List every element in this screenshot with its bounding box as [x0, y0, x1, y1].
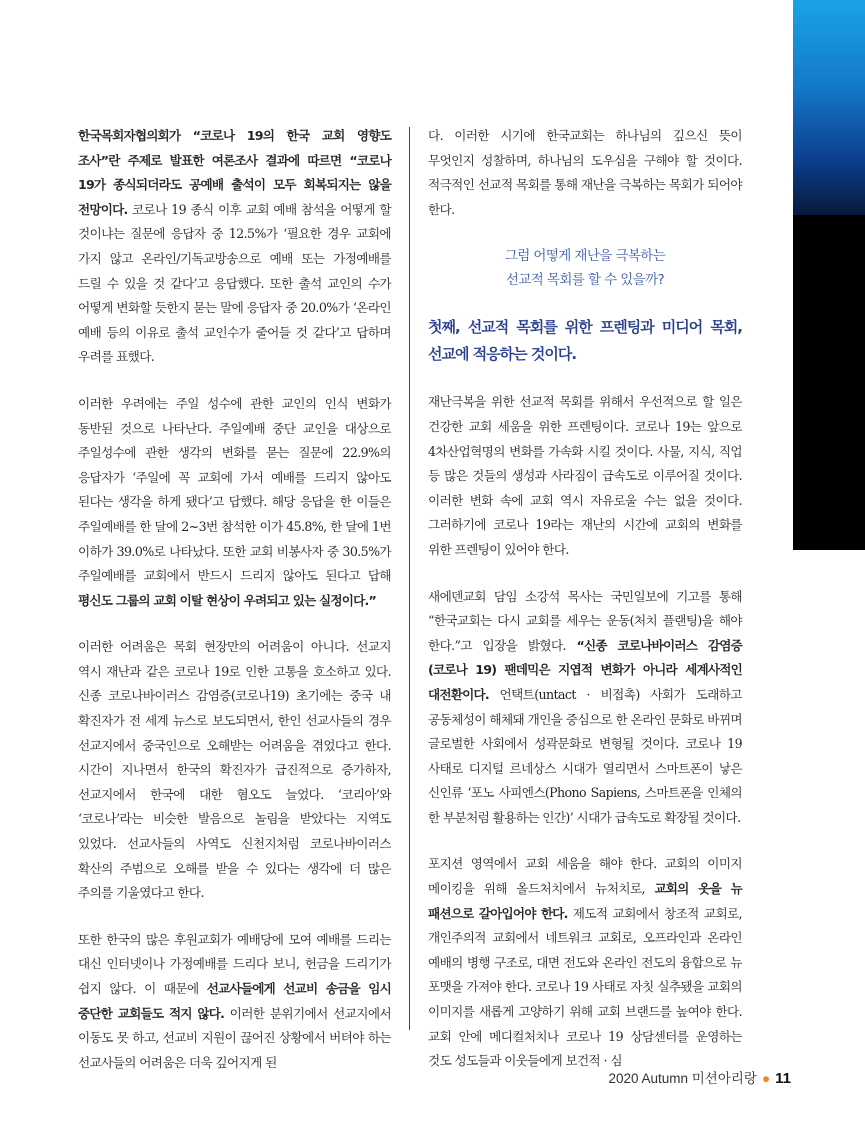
right-p1-text-1: 재난극복을 위한 선교적 목회를 위해서 우선적으로 할 일은 건강한 교회 세움을 위한 프렌팅이다. 코로나 19는 앞으로 4차산업혁명의 변화를 가속화 시킬 것이다. 사물, 지식, 직업 등 많은 것들의 생성과 사라짐이 급속도로 이루어질 것이다. 이러한 변화 속에 교회 역시 자유로울 수는 없을 것이다. 그러하기에 코로나 19라는 재난의 시간에 교회의 변화를 위한 프렌팅이 있어야 한다. — [428, 394, 742, 557]
left-p4-bold-1: 선교사들에게 선교비 송금을 임시 중단한 교회들도 적지 않다. — [78, 981, 391, 1021]
right-p2-text-2: 언택트(untact · 비접촉) 사회가 도래하고 공동체성이 해체돼 개인을 중심으로 한 온라인 문화로 바뀌며 글로벌한 사회에서 성곽문화로 변형될 것이다. 코로나 19 사태로 디지털 르네상스 시대가 열리면서 스마트폰이 낳은 신인류 ‘포노 사피엔스(Phono Sapiens, 스마트폰을 인체의 한 부분처럼 활용하는 인간)’ 시대가 급속도로 확장될 것이다. — [428, 686, 742, 825]
right-p2-text-1: 새에덴교회 담임 소강석 목사는 국민일보에 기고를 통해 “한국교회는 다시 교회를 세우는 운동(처치 플랜팅)을 해야 한다.”고 입장을 밝혔다. — [428, 588, 742, 653]
left-paragraph-2 — [78, 392, 391, 613]
right-p3-bold-1: 교회의 옷을 뉴 패션으로 갈아입어야 한다. — [428, 881, 742, 921]
footer-bullet-icon: ● — [761, 1071, 771, 1086]
right-p3-text-1: 포지션 영역에서 교회 세움을 해야 한다. 교회의 이미지 메이킹을 위해 올드처치에서 뉴처치로, — [428, 856, 742, 897]
left-p2-bold-1: 평신도 그룹의 교회 이탈 현상이 우려되고 있는 실정이다.” — [78, 592, 376, 608]
footer-issue-title: 2020 Autumn 미션아리랑 — [608, 1071, 757, 1086]
section-heading: 첫째, 선교적 목회를 위한 프렌팅과 미디어 목회, 선교에 적응하는 것이다. — [428, 318, 742, 364]
left-p4-text-1: 또한 한국의 많은 후원교회가 예배당에 모여 예배를 드리는 대신 인터넷이나 가정예배를 드리다 보니, 헌금을 드리기가 쉽지 않다. 이 때문에 — [78, 931, 391, 996]
left-paragraph-1 — [78, 124, 391, 370]
left-paragraph-3 — [78, 635, 391, 906]
right-paragraph-1 — [428, 390, 742, 562]
right-p3-text-2: 제도적 교회에서 창조적 교회로, 개인주의적 교회에서 네트워크 교회로, 오프라인과 온라인 예배의 병행 구조로, 대면 전도와 온라인 전도의 융합으로 뉴 포맷을 가져야 한다. 코로나 19 사태로 자칫 실추됐을 교회의 이미지를 새롭게 고양하기 위해 교회 브랜드를 높여야 한다. 교회 안에 메디컬처치나 코로나 19 상담센터를 운영하는 것도 성도들과 이웃들에게 보건적 · 심 — [428, 905, 742, 1069]
side-bar-blue-block — [793, 0, 865, 215]
side-bar-black-block — [793, 215, 865, 550]
right-p2-bold-1: “신종 코로나바이러스 감염증(코로나 19) 팬데믹은 지엽적 변화가 아니라 세계사적인 대전환이다. — [428, 637, 742, 702]
right-column — [428, 124, 742, 1096]
decorative-side-bar — [793, 0, 865, 1137]
section-question — [428, 244, 742, 292]
page-number: 11 — [775, 1070, 791, 1087]
question-line-1: 그럼 어떻게 재난을 극복하는 — [504, 248, 666, 265]
right-intro-paragraph: 다. 이러한 시기에 한국교회는 하나님의 깊으신 뜻이 무엇인지 성찰하며, 하나님의 도우심을 구해야 할 것이다. 적극적인 선교적 목회를 통해 재난을 극복하는 목회가 되어야 한다. — [428, 128, 742, 217]
left-p4-text-2: 이러한 분위기에서 선교지에서 이동도 못 하고, 선교비 지원이 끊어진 상황에서 버텨야 하는 선교사들의 어려움은 더욱 깊어지게 된 — [78, 1005, 392, 1070]
left-p3-text-1: 이러한 어려움은 목회 현장만의 어려움이 아니다. 선교지 역시 재난과 같은 코로나 19로 인한 고통을 호소하고 있다. 신종 코로나바이러스 감염증(코로나19) 초기에는 중국 내 확진자가 전 세계 뉴스로 보도되면서, 한인 선교사들의 경우 선교지에서 중국인으로 오해받는 어려움을 겪었다고 한다. 시간이 지나면서 한국의 확진자가 급진적으로 증가하자, 선교지에서 한국에 대한 혐오도 늘었다. ‘코리아’와 ‘코로나’라는 비슷한 발음으로 놀림을 받았다는 지역도 있었다. 선교사들의 사역도 신천지처럼 코로나바이러스 확산의 주범으로 오해를 받을 수 있다는 생각에 더 많은 주의를 기울였다고 한다. — [78, 639, 391, 901]
question-line-2: 선교적 목회를 할 수 있을까? — [505, 272, 665, 289]
left-p2-text-1: 이러한 우려에는 주일 성수에 관한 교인의 인식 변화가 동반된 것으로 나타난다. 주일예배 중단 교인을 대상으로 주일성수에 관한 생각의 변화를 묻는 질문에 22.9%의 응답자가 ‘주일에 꼭 교회에 가서 예배를 드리지 않아도 된다는 생각을 하게 됐다’고 답했다. 해당 응답을 한 이들은 주일예배를 한 달에 2~3번 참석한 이가 45.8%, 한 달에 1번 이하가 39.0%로 나타났다. 또한 교회 비봉사자 중 30.5%가 주일예배를 교회에서 반드시 드리지 않아도 된다고 답해 — [78, 395, 391, 584]
page-footer — [608, 1067, 791, 1087]
left-p1-text-1: 코로나 19 종식 이후 교회 예배 참석을 어떻게 할 것이냐는 질문에 응답자 중 12.5%가 ‘필요한 경우 교회에 가지 않고 온라인/기독교방송으로 예배 또는 가정예배를 드릴 수 있을 것 같다’고 응답했다. 또한 출석 교인의 수가 어떻게 변화할 듯한지 묻는 말에 응답자 중 20.0%가 ‘온라인 예배 등의 이유로 출석 교인수가 줄어들 것 같다’고 답하며 우려를 표했다. — [78, 201, 391, 365]
right-paragraph-2 — [428, 585, 742, 831]
left-p1-bold-1: 한국목회자협의회가 “코로나 19의 한국 교회 영향도 조사”란 주제로 발표한 여론조사 결과에 따르면 “코로나 19가 종식되더라도 공예배 출석이 모두 회복되지는 않을 전망이다. — [78, 128, 391, 217]
column-divider — [409, 127, 410, 1030]
left-column — [78, 124, 391, 1097]
right-paragraph-3 — [428, 852, 742, 1073]
left-paragraph-4 — [78, 928, 391, 1076]
